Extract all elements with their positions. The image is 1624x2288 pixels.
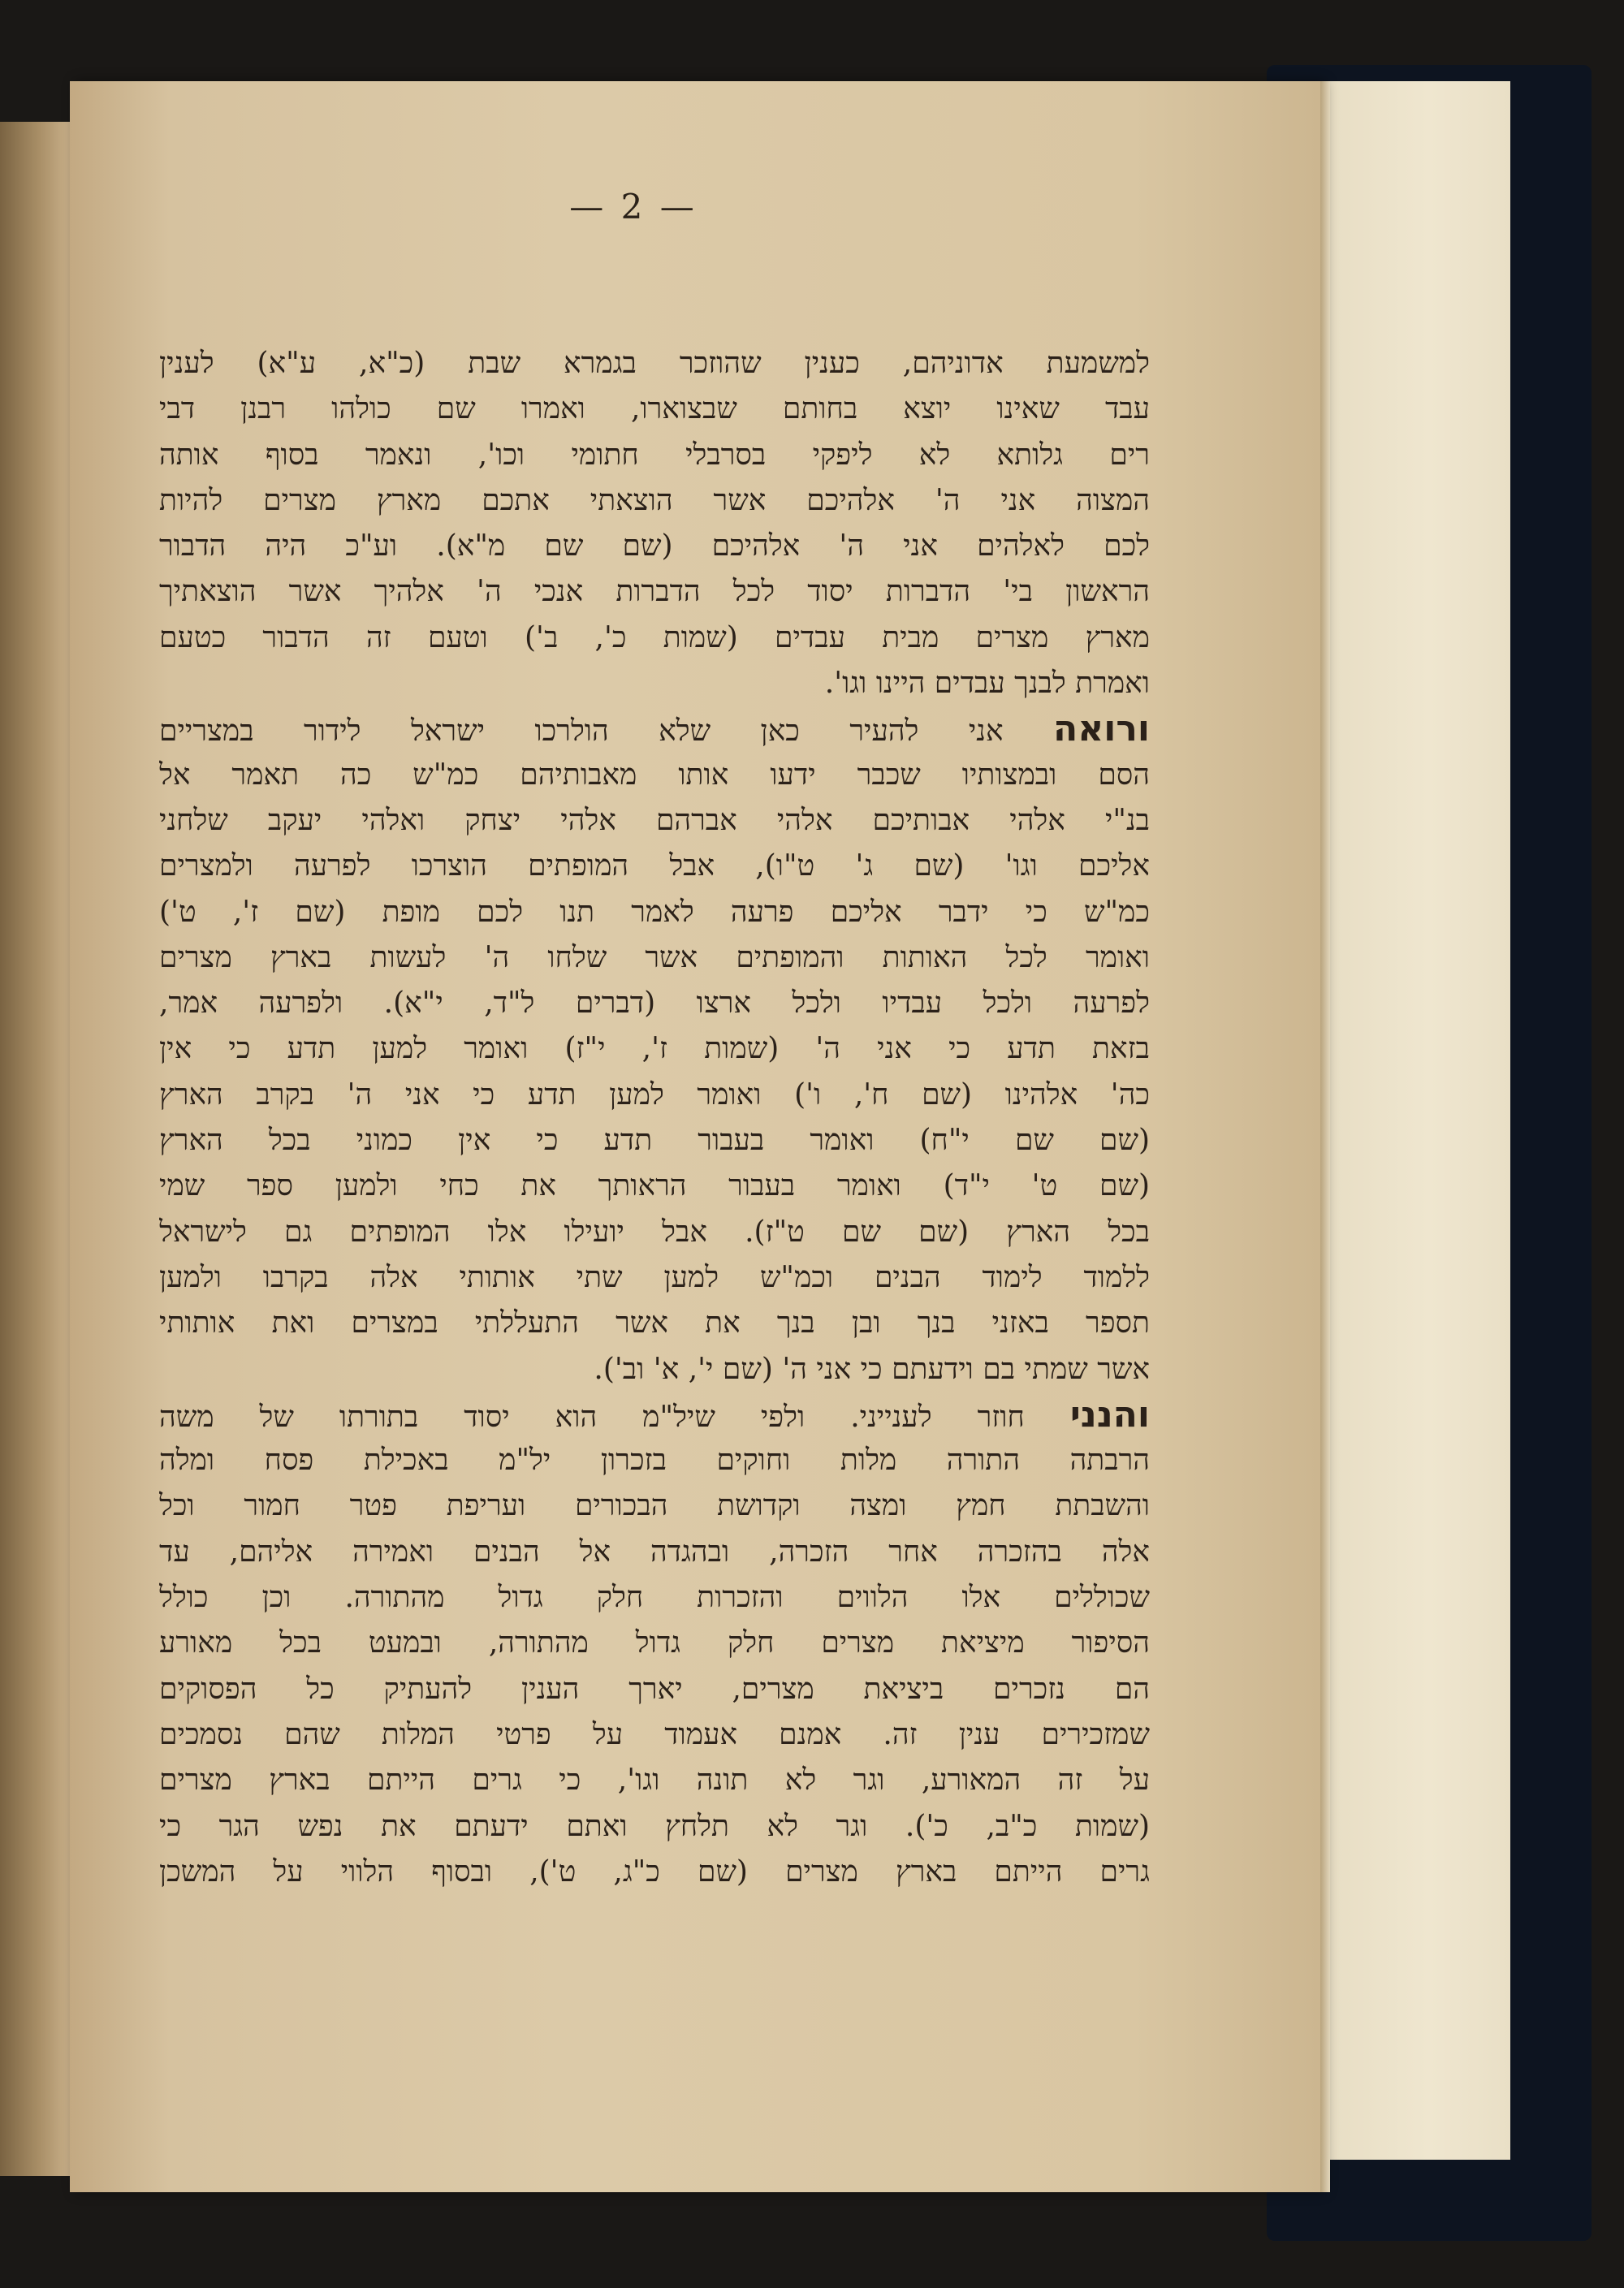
text-line: כה' אלהינו (שם ח', ו') ואומר למען תדע כי אני ה' בקרב הארץ — [159, 1077, 1150, 1112]
paragraph — [159, 1392, 1150, 1895]
text-line: אליכם וגו' (שם ג' ט"ו), אבל המופתים הוצרכו לפרעה ולמצרים — [159, 849, 1150, 883]
text-line: על זה המאורע, וגר לא תונה וגו', כי גרים הייתם בארץ מצרים — [159, 1763, 1150, 1798]
text-line: הם נזכרים ביציאת מצרים, יארך הענין להעתיק כל הפסוקים — [159, 1672, 1150, 1706]
text-line: בנ"י אלהי אבותיכם אלהי אברהם אלהי יצחק ואלהי יעקב שלחני — [159, 803, 1150, 837]
page-text — [159, 341, 1150, 1895]
text-line: בזאת תדע כי אני ה' (שמות ז', י"ז) ואומר למען תדע כי אין — [159, 1032, 1150, 1066]
text-line: (שמות כ"ב, כ'). וגר לא תלחץ ואתם ידעתם את נפש הגר כי — [159, 1809, 1150, 1843]
text-line: לפרעה ולכל עבדיו ולכל ארצו (דברים ל"ד, י"א). ולפרעה אמר, — [159, 986, 1150, 1021]
text-line: לכם לאלהים אני ה' אלהיכם (שם שם מ"א). וע"כ היה הדבור — [159, 529, 1150, 563]
text-line: רים גלותא לא ליפקי בסרבלי חתומי וכו', ונאמר בסוף אותה — [159, 438, 1150, 472]
paragraph — [159, 706, 1150, 1392]
text-line: עבד שאינו יוצא בחותם שבצוארו, ואמרו שם כולהו רבנן דבי — [159, 392, 1150, 426]
text-line: ואמרת לבנך עבדים היינו וגו'. — [824, 667, 1150, 701]
text-line-rest: חוזר לענייני. ולפי שיל"מ הוא יסוד בתורתו של משה — [159, 1400, 1025, 1434]
paragraph-lead-word: ורואה — [1053, 708, 1150, 750]
text-line: המצוה אני ה' אלהיכם אשר הוצאתי אתכם מארץ מצרים להיות — [159, 483, 1150, 517]
text-line: הסם ובמצותיו שכבר ידעו אותו מאבותיהם כמ"ש כה תאמר אל — [159, 758, 1150, 792]
previous-page-edge — [0, 122, 72, 2176]
text-line — [159, 1392, 1150, 1438]
text-line: בכל הארץ (שם שם ט"ז). אבל יועילו אלו המופתים גם לישראל — [159, 1215, 1150, 1249]
text-line: מארץ מצרים מבית עבדים (שמות כ', ב') וטעם זה הדבור כטעם — [159, 620, 1150, 654]
text-line: הסיפור מיציאת מצרים חלק גדול מהתורה, ובמעט בכל מאורע — [159, 1626, 1150, 1660]
page-number: — 2 — — [569, 187, 698, 227]
text-line: (שם שם י"ח) ואומר בעבור תדע כי אין כמוני בכל הארץ — [159, 1124, 1150, 1158]
text-line: והשבתת חמץ ומצה וקדושת הבכורים ועריפת פטר חמור וכל — [159, 1489, 1150, 1523]
text-line: אשר שמתי בם וידעתם כי אני ה' (שם י', א' וב'). — [594, 1352, 1150, 1386]
text-line-rest: אני להעיר כאן שלא הולרכו ישראל לידור במצריים — [159, 714, 1004, 749]
text-line: גרים הייתם בארץ מצרים (שם כ"ג, ט'), ובסוף הלווי על המשכן — [159, 1854, 1150, 1889]
paragraph-lead-word: והנני — [1069, 1393, 1150, 1435]
text-line: ואומר לכל האותות והמופתים אשר שלחו ה' לעשות בארץ מצרים — [159, 940, 1150, 974]
text-line: תספר באזני בנך ובן בנך את אשר התעללתי במצרים ואת אותותי — [159, 1306, 1150, 1340]
text-line: ללמוד לימוד הבנים וכמ"ש למען שתי אותותי אלה בקרבו ולמען — [159, 1260, 1150, 1294]
text-line: (שם ט' י"ד) ואומר בעבור הראותך את כחי ולמען ספר שמי — [159, 1169, 1150, 1203]
text-line: למשמעת אדוניהם, כענין שהוזכר בגמרא שבת (כ"א, ע"א) לענין — [159, 347, 1150, 380]
paragraph — [159, 341, 1150, 706]
text-line: אלה בהזכרה אחר הזכרה, ובהגדה אל הבנים ואמירה אליהם, עד — [159, 1535, 1150, 1569]
page-edge — [1320, 81, 1330, 2192]
text-line: כמ"ש כי ידבר אליכם פרעה לאמר תנו לכם מופת (שם ז', ט') — [159, 895, 1150, 929]
text-line: הרבתה התורה מלות וחוקים בזכרון יל"מ באכילת פסח ומלה — [159, 1444, 1150, 1478]
book-endpaper — [1307, 81, 1510, 2160]
text-line: שמזכירים ענין זה. אמנם אעמוד על פרטי המלות שהם נסמכים — [159, 1717, 1150, 1751]
text-line: שכוללים אלו הלווים והזכרות חלק גדול מהתורה. וכן כולל — [159, 1581, 1150, 1615]
text-line: הראשון בי' הדברות יסוד לכל הדברות אנכי ה' אלהיך אשר הוצאתיך — [159, 575, 1150, 609]
text-line — [159, 706, 1150, 752]
